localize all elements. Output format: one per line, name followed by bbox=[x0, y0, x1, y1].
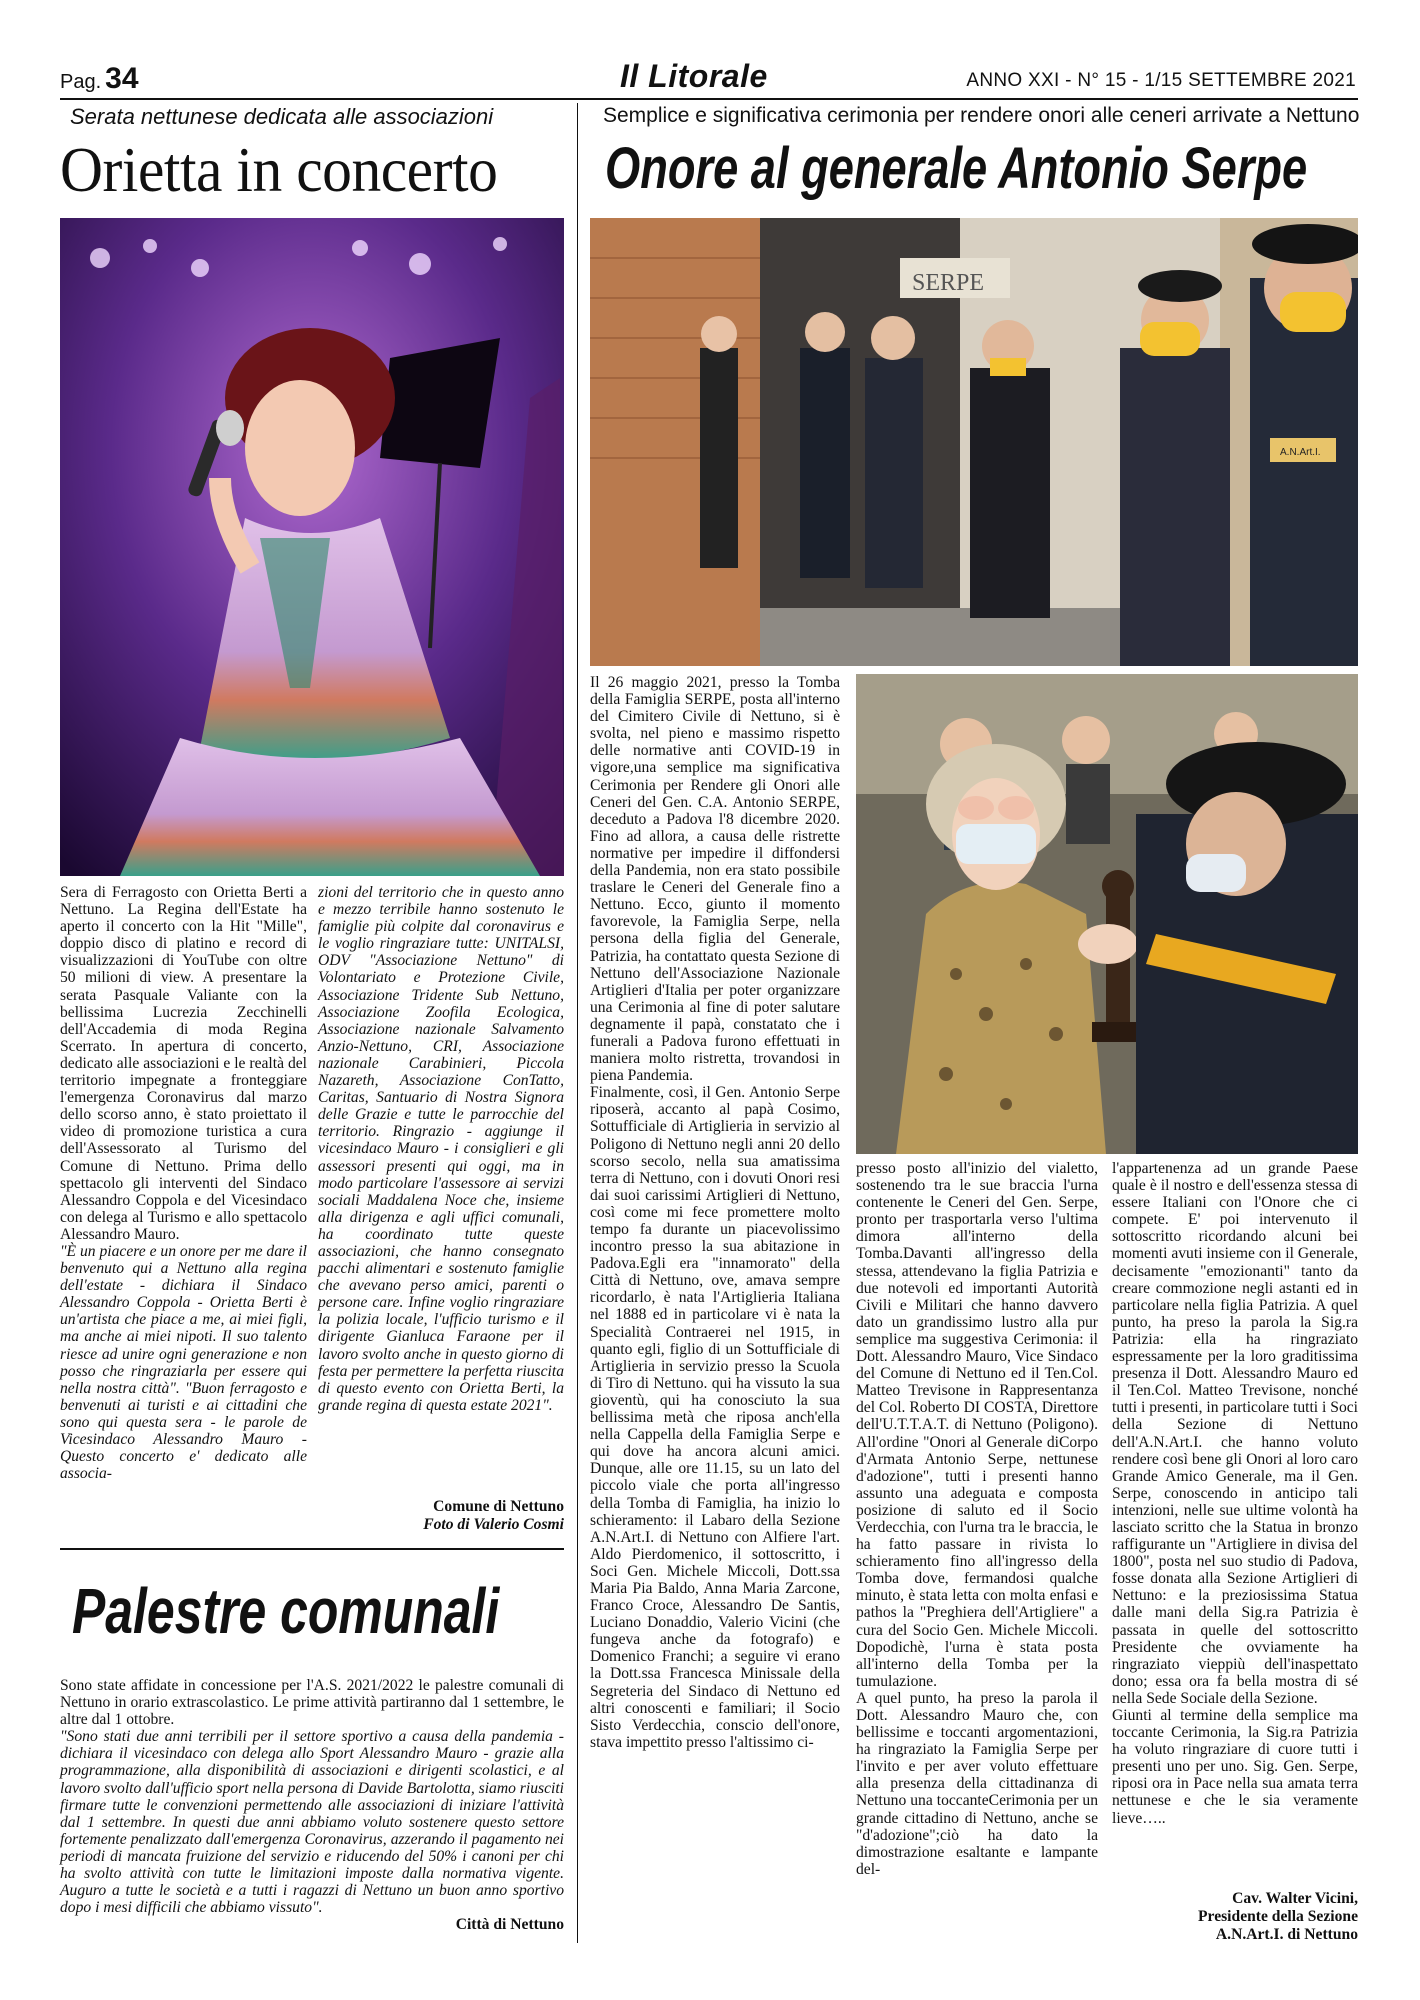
signature-title: Presidente della Sezione bbox=[1198, 1908, 1358, 1925]
left-signature bbox=[318, 1498, 564, 1534]
signature-org: A.N.Art.I. di Nettuno bbox=[1215, 1926, 1358, 1943]
right-col1-text: Il 26 maggio 2021, presso la Tomba della Famiglia SERPE, posta all'interno del Cimitero Civile di Nettuno, si è svolta, nel pieno e massimo rispetto delle normative anti COVID-19 in vigore,una semplice ma significativa Cerimonia per Rendere gli Onori alle Ceneri del Gen. C.A. Antonio SERPE, deceduto a Padova l'8 dicembre 2020. Fino ad allora, a causa delle ristrette normative per impedire il diffondersi della Pandemia, non era stato possibile traslare le Ceneri del Generale fino a Nettuno. Ecco, giunto il momento favorevole, la Famiglia Serpe, nella persona della figlia del Generale, Patrizia, ha contattato questa Sezione di Nettuno dell'Associazione Nazionale Artiglieri d'Italia per poter organizzare una Cerimonia al fine di poter salutare degnamente il papà, constatato che i funerali a Padova furono effettuati in maniera molto ristretta, trovandosi in piena Pandemia. bbox=[590, 674, 840, 1085]
column-divider bbox=[577, 103, 578, 1943]
right-col1-text-b: Finalmente, così, il Gen. Antonio Serpe riposerà, accanto al papà Cosimo, Sottufficiale di Artiglieria in servizio al Poligono di Nettuno negli anni 20 dello scorso secolo, nella sua amatissima terra di Nettuno, con i dovuti Onori resi dai suoi carissimi Artiglieri di Nettuno, così come mi fece promettere molto tempo fa durante un piacevolissimo incontro presso la sua abitazione in Padova.Egli era "innamorato" della Città di Nettuno, ove, amava sempre ricordarlo, è nata l'Artiglieria Italiana nel 1888 ed in particolare vi è nata la Specialità Contraerei nel 1915, in quanto egli, figlio di un Sottufficiale di Artiglieria in servizio presso la Scuola di Tiro di Nettuno. qui ha vissuto la sua gioventù, qui ha conosciuto la sua bellissima metà che riposa anch'ella nella Cappella della Famiglia Serpe e qui dove ha ancora alcuni amici. Dunque, alle ore 11.15, su un lato del piccolo viale che porta all'ingresso della Tomba di Famiglia, ha inizio lo schieramento: il Labaro della Sezione A.N.Art.I. di Nettuno con Alfiere l'art. Aldo Pierdomenico, il sottoscritto, i Soci Gen. Michele Miccoli, Dott.ssa Maria Pia Baldo, Anna Maria Zarcone, Franco Croce, Alessandro De Santis, Luciano Donaddio, Valerio Vicini (che fungeva anche da fotografo) e Domenico Franchi; a seguire vi erano la Dott.ssa Francesca Minissale della Segreteria del Sindaco di Nettuno ed altri conoscenti e familiari; il Socio Sisto Verdecchia, conscio dell'onore, stava impettito presso l'altissimo ci- bbox=[590, 1084, 840, 1751]
palestre-quote: "Sono stati due anni terribili per il settore sportivo a causa della pandemia - dichiara il vicesindaco con delega allo Sport Alessandro Mauro - grazie alla programmazione, alla disponibilità di associazioni e dirigenti scolastici, e al lavoro svolto dall'ufficio sport nella persona di Davide Bartolotta, siamo riusciti firmare tutte le convenzioni permettendo alle associazioni di iniziare l'attività dal 1 settembre. In questi due anni abbiamo voluto sostenere questo settore fortemente penalizzato dall'emergenza Coronavirus, azzerando il pagamento nei periodi di mancata fruizione del servizio e riducendo del 50% i canoni per chi ha svolto attività con tutte le limitazioni imposte dalla normativa vigente. Auguro a tutte le società e a tutti i ragazzi di Nettuno un buon anno sportivo dopo i mesi difficili che abbiamo vissuto". bbox=[60, 1728, 564, 1917]
photo-credit: Foto di Valerio Cosmi bbox=[423, 1516, 564, 1533]
ceremony-photo bbox=[590, 218, 1358, 666]
right-col2-text: presso posto all'inizio del vialetto, sostenendo tra le sue braccia l'urna contenente le Ceneri del Gen. Serpe, pronto per trasportarla verso l'ultima dimora all'interno della Tomba.Davanti all'ingresso della stessa, attendevano la figlia Patrizia e due notevoli ed importanti Autorità Civili e Militari che hanno davvero dato un grandissimo lustro alla pur semplice ma suggestiva Cerimonia: il Dott. Alessandro Mauro, Vice Sindaco del Comune di Nettuno ed il Ten.Col. Matteo Trevisone in Rappresentanza del Col. Roberto DI COSTA, Direttore dell'U.T.T.A.T. di Nettuno (Poligono). All'ordine "Onori al Generale diCorpo d'Armata Antonio Serpe, nettunese d'adozione", tutti i presenti hanno assunto una adeguata e composta posizione di saluto ed il Socio Verdecchia, con l'urna tra le braccia, le ha fatto passare in rivista lo schieramento fino all'ingresso della Tomba dove, fermandosi qualche minuto, è stata letta con molta enfasi e pathos la "Preghiera dell'Artigliere" a cura del Socio Gen. Michele Miccoli. Dopodichè, l'urna è stata posta all'interno della Tomba per la tumulazione. bbox=[856, 1160, 1098, 1690]
ceremony-image bbox=[590, 218, 1358, 666]
left-col1-quote: "È un piacere e un onore per me dare il benvenuto qui a Nettuno alla regina dell'estate - dichiara il Sindaco Alessandro Coppola - Orietta Berti è un'artista che piace a me, ai miei figli, ma anche ai miei nipoti. Il suo talento riesce ad unire ogni generazione e non posso che ringraziarla per essere qui nella nostra città". "Buon ferragosto e benvenuti ai turisti e ai cittadini che sono qui questa sera - le parole de Vicesindaco Alessandro Mauro - Questo concerto e' dedicato alle associa- bbox=[60, 1242, 307, 1483]
palestre-intro: Sono state affidate in concessione per l'A.S. 2021/2022 le palestre comunali di Nettuno in orario extrascolastico. Le prime attività partiranno dal 1 settembre, le altre dal 1 ottobre. bbox=[60, 1677, 564, 1729]
right-col2-text-b: A quel punto, ha preso la parola il Dott. Alessandro Mauro che, con bellissime e toccanti argomentazioni, ha ringraziato la Famiglia Serpe per l'invito e per aver voluto effettuare alla presenza della cittadinanza di Nettuno una toccanteCerimonia per un grande cittadino di Nettuno, anche se "d'adozione";ciò ha dato la dimostrazione esaltante e lampante del- bbox=[856, 1689, 1098, 1878]
palestre-headline: Palestre comunali bbox=[72, 1575, 500, 1647]
left-column-2 bbox=[318, 884, 564, 1414]
left-col2-text: zioni del territorio che in questo anno e mezzo terribile hanno sostenuto le famiglie più colpite dal coronavirus e le voglio ringraziare tutte: UNITALSI, ODV "Associazione Nettuno" di Volontariato e Protezione Civile, Associazione Tridente Sub Nettuno, Associazione Zoofila Ecologica, Associazione nazionale Salvamento Anzio-Nettuno, CRI, Associazione nazionale Carabinieri, Piccola Nazareth, Associazione ConTatto, Caritas, Santuario di Nostra Signora delle Grazie e tutte le parrocchie del territorio. Ringrazio - aggiunge il vicesindaco Mauro - i consiglieri e gli assessori presenti qui oggi, ma in modo particolare l'assessore ai servizi sociali Maddalena Noce che, insieme alla dirigenza e agli uffici comunali, ha coordinato tutte queste associazioni, che hanno consegnato pacchi alimentari e sostenuto famiglie che avevano perso amici, parenti o persone care. Infine voglio ringraziare la polizia locale, l'ufficio turismo e il dirigente Gianluca Faraone per il lavoro svolto anche in questo giorno di festa per permettere la perfetta riuscita di questo evento con Orietta Berti, la grande regina di questa estate 2021". bbox=[318, 884, 564, 1414]
left-col1-text: Sera di Ferragosto con Orietta Berti a Nettuno. La Regina dell'Estate ha aperto il concerto con la Hit "Mille", doppio disco di platino e record di visualizzazioni di YouTube con oltre 50 milioni di view. A presentare la serata Pasquale Valiante con la bellissima Lucrezia Zecchinelli dell'Accademia di moda Regina Scerrato. In apertura di concerto, dedicato alle associazioni e le realtà del territorio impegnate a fronteggiare l'emergenza Coronavirus dal marzo dello scorso anno, è stato proiettato il video di promozione turistica a cura dell'Assessorato al Turismo del Comune di Nettuno. Prima dello spettacolo gli interventi del Sindaco Alessandro Coppola e del Vicesindaco con delega al Turismo e allo spettacolo Alessandro Mauro. bbox=[60, 884, 307, 1243]
left-kicker: Serata nettunese dedicata alle associazioni bbox=[70, 104, 494, 129]
page-number-value: 34 bbox=[105, 62, 139, 95]
right-col3-text-b: Giunti al termine della semplice ma toccante Cerimonia, la Sig.ra Patrizia ha voluto ringraziare di cuore tutti i presenti uno per uno. Sig. Gen. Serpe, riposi ora in Pace nella sua amata terra nettunese e che le sia veramente lieve….. bbox=[1112, 1707, 1358, 1827]
left-column-1 bbox=[60, 884, 307, 1482]
right-kicker: Semplice e significativa cerimonia per rendere onori alle ceneri arrivate a Nettuno bbox=[603, 104, 1360, 127]
tomb-inscription: SERPE bbox=[912, 270, 985, 296]
badge-label: A.N.Art.I. bbox=[1280, 447, 1321, 458]
statue-handover-image bbox=[856, 674, 1358, 1154]
singer-image bbox=[60, 218, 564, 876]
palestre-body bbox=[60, 1677, 564, 1916]
statue-photo bbox=[856, 674, 1358, 1154]
page-number bbox=[60, 62, 139, 96]
right-signature bbox=[1112, 1890, 1358, 1944]
left-headline: Orietta in concerto bbox=[60, 134, 498, 205]
signature-name: Cav. Walter Vicini, bbox=[1232, 1890, 1358, 1907]
page-label: Pag. bbox=[60, 71, 102, 93]
header-rule bbox=[60, 98, 1358, 100]
issue-line: ANNO XXI - N° 15 - 1/15 SETTEMBRE 2021 bbox=[966, 70, 1356, 91]
masthead: Il Litorale bbox=[620, 58, 768, 94]
right-col3-text: l'appartenenza ad un grande Paese quale è il nostro e dell'essenza stessa di essere Italiani con l'Onore che ci compete. E' poi intervenuto il sottoscritto ricordando alcuni bei momenti avuti insieme con il Generale, decisamente "emozionanti" tanto da creare commozione negli astanti ed in particolare nella figlia Patrizia. A quel punto, ha preso la parola la Sig.ra Patrizia: ella ha ringraziato espressamente per la loro graditissima presenza il Dott. Alessandro Mauro ed il Ten.Col. Matteo Trevisone, nonché tutti i presenti, in particolare tutti i Soci della Sezione di Nettuno dell'A.N.Art.I. che hanno voluto rendere così bene gli Onori al loro caro Grande Amico Generale, ma il Gen. Serpe, conoscendo in anticipo tali intenzioni, nelle sue ultime volontà ha lasciato scritto che la Statua in bronzo raffigurante un "Artigliere in divisa del 1800", posta nel suo studio di Padova, fosse donata alla Sezione Artiglieri di Nettuno: e la preziosissima Statua dalle mani della Sig.ra Patrizia è passata in quelle del sottoscritto Presidente che ovviamente ha ringraziato vieppiù dell'inaspettato dono; essa ora fa bella mostra di sé nella Sede Sociale della Sezione. bbox=[1112, 1160, 1358, 1707]
right-column-3 bbox=[1112, 1160, 1358, 1827]
signature-comune: Comune di Nettuno bbox=[433, 1498, 564, 1515]
palestre-signature: Città di Nettuno bbox=[455, 1916, 564, 1933]
left-section-rule bbox=[60, 1548, 564, 1550]
right-column-1 bbox=[590, 674, 840, 1751]
right-column-2 bbox=[856, 1160, 1098, 1878]
concert-photo bbox=[60, 218, 564, 876]
right-headline: Onore al generale Antonio Serpe bbox=[605, 136, 1308, 201]
